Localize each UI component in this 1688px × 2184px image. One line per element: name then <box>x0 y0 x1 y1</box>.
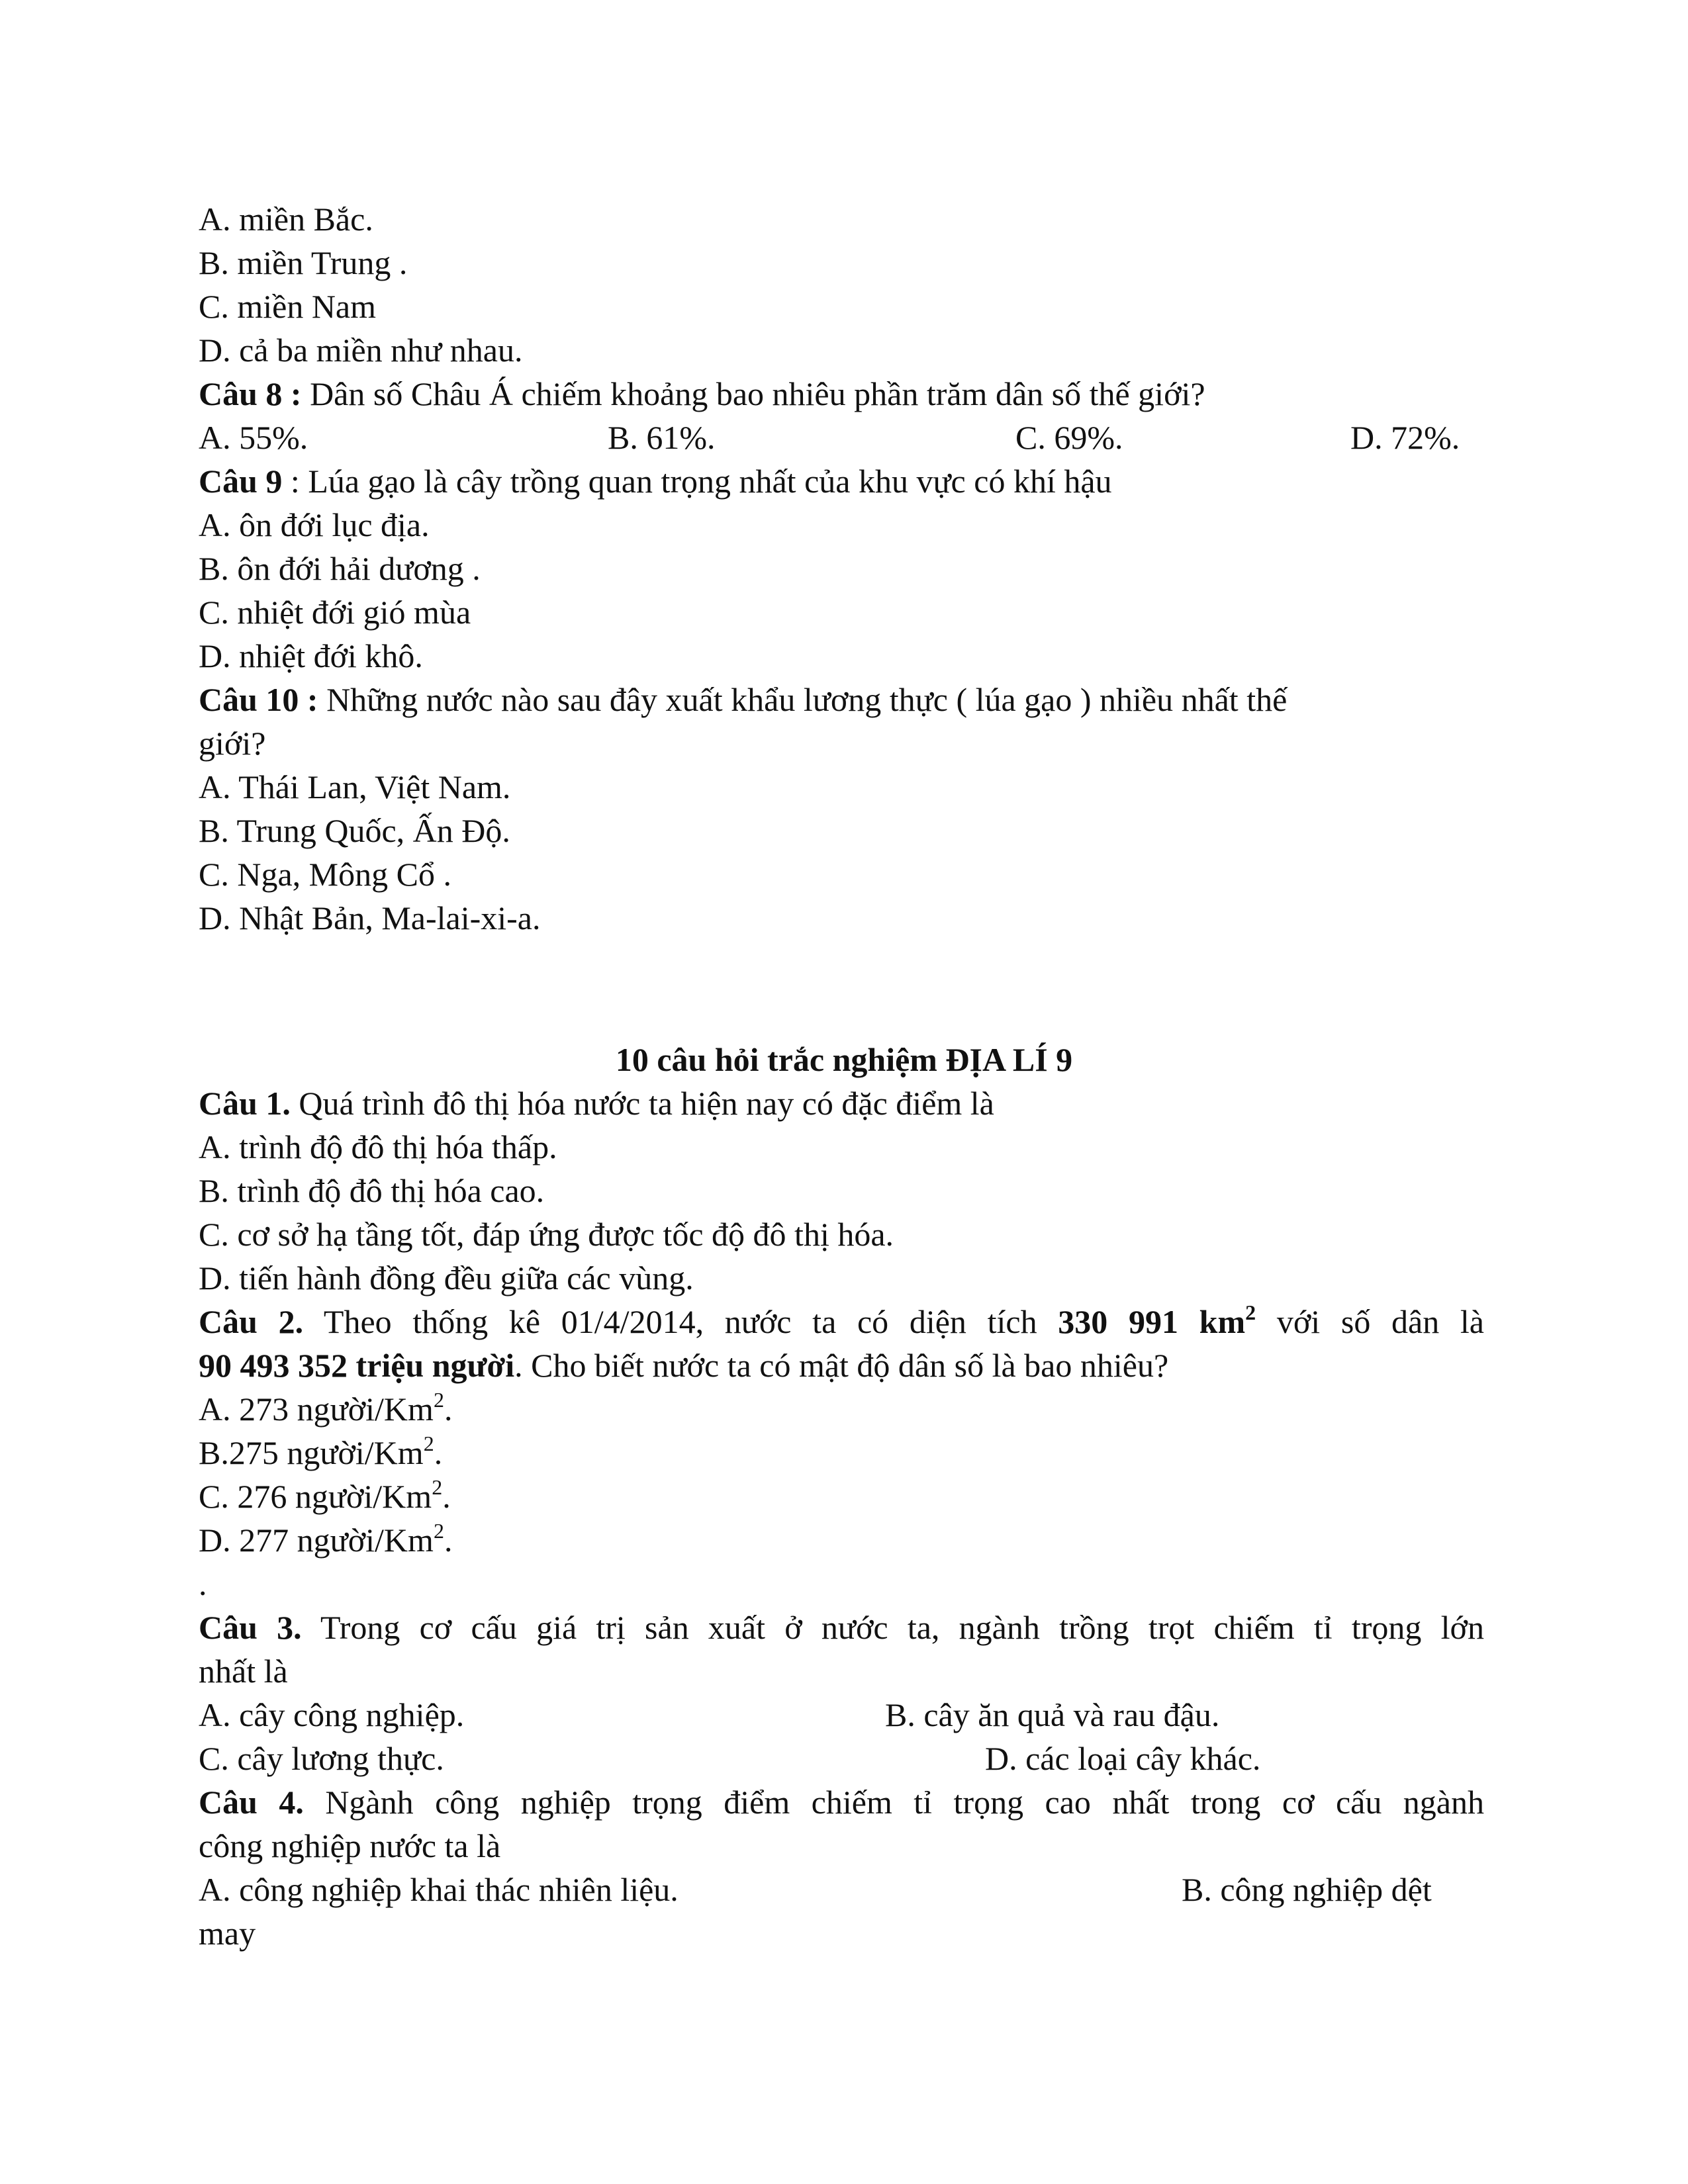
s4-question <box>199 1780 1484 1824</box>
q10-label: Câu 10 : <box>199 681 318 718</box>
s3-label: Câu 3. <box>199 1609 302 1646</box>
s1-question <box>199 1081 994 1125</box>
s3-option-b: B. cây ăn quả và rau đậu. <box>885 1696 1220 1733</box>
q10-question <box>199 678 1287 721</box>
s4-label: Câu 4. <box>199 1784 304 1821</box>
q8-text: Dân số Châu Á chiếm khoảng bao nhiêu phần trăm dân số thế giới? <box>301 375 1205 412</box>
q8-question <box>199 372 1205 416</box>
q10-option-b: B. Trung Quốc, Ấn Độ. <box>199 812 510 849</box>
s2-text-pre: Theo thống kê 01/4/2014, nước ta có diện tích <box>303 1303 1058 1340</box>
q10-question-cont: giới? <box>199 725 266 762</box>
s1-option-c: C. cơ sở hạ tầng tốt, đáp ứng được tốc độ đô thị hóa. <box>199 1216 894 1253</box>
q9-text: : Lúa gạo là cây trồng quan trọng nhất của khu vực có khí hậu <box>282 463 1112 500</box>
s2-option-a: A. 273 người/Km$^2$. <box>199 1388 453 1428</box>
s1-label: Câu 1. <box>199 1085 291 1122</box>
q9-option-c: C. nhiệt đới gió mùa <box>199 594 471 631</box>
s3-option-c: C. cây lương thực. <box>199 1740 444 1777</box>
s4-question-cont: công nghiệp nước ta là <box>199 1827 501 1864</box>
s1-option-a: A. trình độ đô thị hóa thấp. <box>199 1128 557 1165</box>
q10-option-a: A. Thái Lan, Việt Nam. <box>199 768 511 805</box>
q9-option-a: A. ôn đới lục địa. <box>199 506 430 543</box>
q8-option-b: B. 61%. <box>608 419 716 456</box>
s3-question <box>199 1606 1484 1649</box>
q10-text: Những nước nào sau đây xuất khẩu lương thực ( lúa gạo ) nhiều nhất thế <box>318 681 1288 718</box>
s2-area: 330 991 km <box>1058 1303 1246 1340</box>
s2-option-d: D. 277 người/Km$^2$. <box>199 1519 453 1559</box>
q8-option-d: D. 72%. <box>1350 419 1460 456</box>
s3-option-d: D. các loại cây khác. <box>985 1740 1261 1777</box>
s3-text: Trong cơ cấu giá trị sản xuất ở nước ta, ngành trồng trọt chiếm tỉ trọng lớn <box>301 1609 1484 1646</box>
q8-option-c: C. 69%. <box>1015 419 1123 456</box>
s2-option-c: C. 276 người/Km$^2$. <box>199 1475 451 1515</box>
q7-option-d: D. cả ba miền như nhau. <box>199 332 523 369</box>
q9-option-b: B. ôn đới hải dương . <box>199 550 481 587</box>
q7-option-a: A. miền Bắc. <box>199 201 373 238</box>
q8-option-a: A. 55%. <box>199 419 308 456</box>
q10-option-c: C. Nga, Mông Cổ . <box>199 856 451 893</box>
s2-population: 90 493 352 triệu người <box>199 1347 515 1384</box>
s3-option-a: A. cây công nghiệp. <box>199 1696 465 1733</box>
q9-label: Câu 9 <box>199 463 283 500</box>
section-title: 10 câu hỏi trắc nghiệm ĐỊA LÍ 9 <box>615 1041 1073 1078</box>
s2-question <box>199 1300 1484 1343</box>
s2-label: Câu 2. <box>199 1303 304 1340</box>
s4-option-b-cont: may <box>199 1915 256 1952</box>
q9-question <box>199 459 1112 503</box>
s2-text-mid: với số dân là <box>1256 1303 1484 1340</box>
s4-text: Ngành công nghiệp trọng điểm chiếm tỉ trọng cao nhất trong cơ cấu ngành <box>303 1784 1484 1821</box>
s2-dot: . <box>199 1565 207 1602</box>
s2-area-sup: 2 <box>1245 1300 1256 1324</box>
s2-text-post: . Cho biết nước ta có mật độ dân số là bao nhiêu? <box>514 1347 1169 1384</box>
q9-option-d: D. nhiệt đới khô. <box>199 637 423 674</box>
s1-option-d: D. tiến hành đồng đều giữa các vùng. <box>199 1259 694 1297</box>
q8-label: Câu 8 : <box>199 375 302 412</box>
s4-option-b: B. công nghiệp dệt <box>1182 1871 1432 1908</box>
s1-option-b: B. trình độ đô thị hóa cao. <box>199 1172 545 1209</box>
q7-option-b: B. miền Trung . <box>199 244 408 281</box>
q10-option-d: D. Nhật Bản, Ma-lai-xi-a. <box>199 899 541 936</box>
s1-text: Quá trình đô thị hóa nước ta hiện nay có đặc điểm là <box>290 1085 994 1122</box>
s4-option-a: A. công nghiệp khai thác nhiên liệu. <box>199 1871 679 1908</box>
s3-question-cont: nhất là <box>199 1653 288 1690</box>
q7-option-c: C. miền Nam <box>199 288 377 325</box>
s2-option-b: B.275 người/Km$^2$. <box>199 1432 443 1471</box>
s2-question-cont <box>199 1343 1168 1387</box>
